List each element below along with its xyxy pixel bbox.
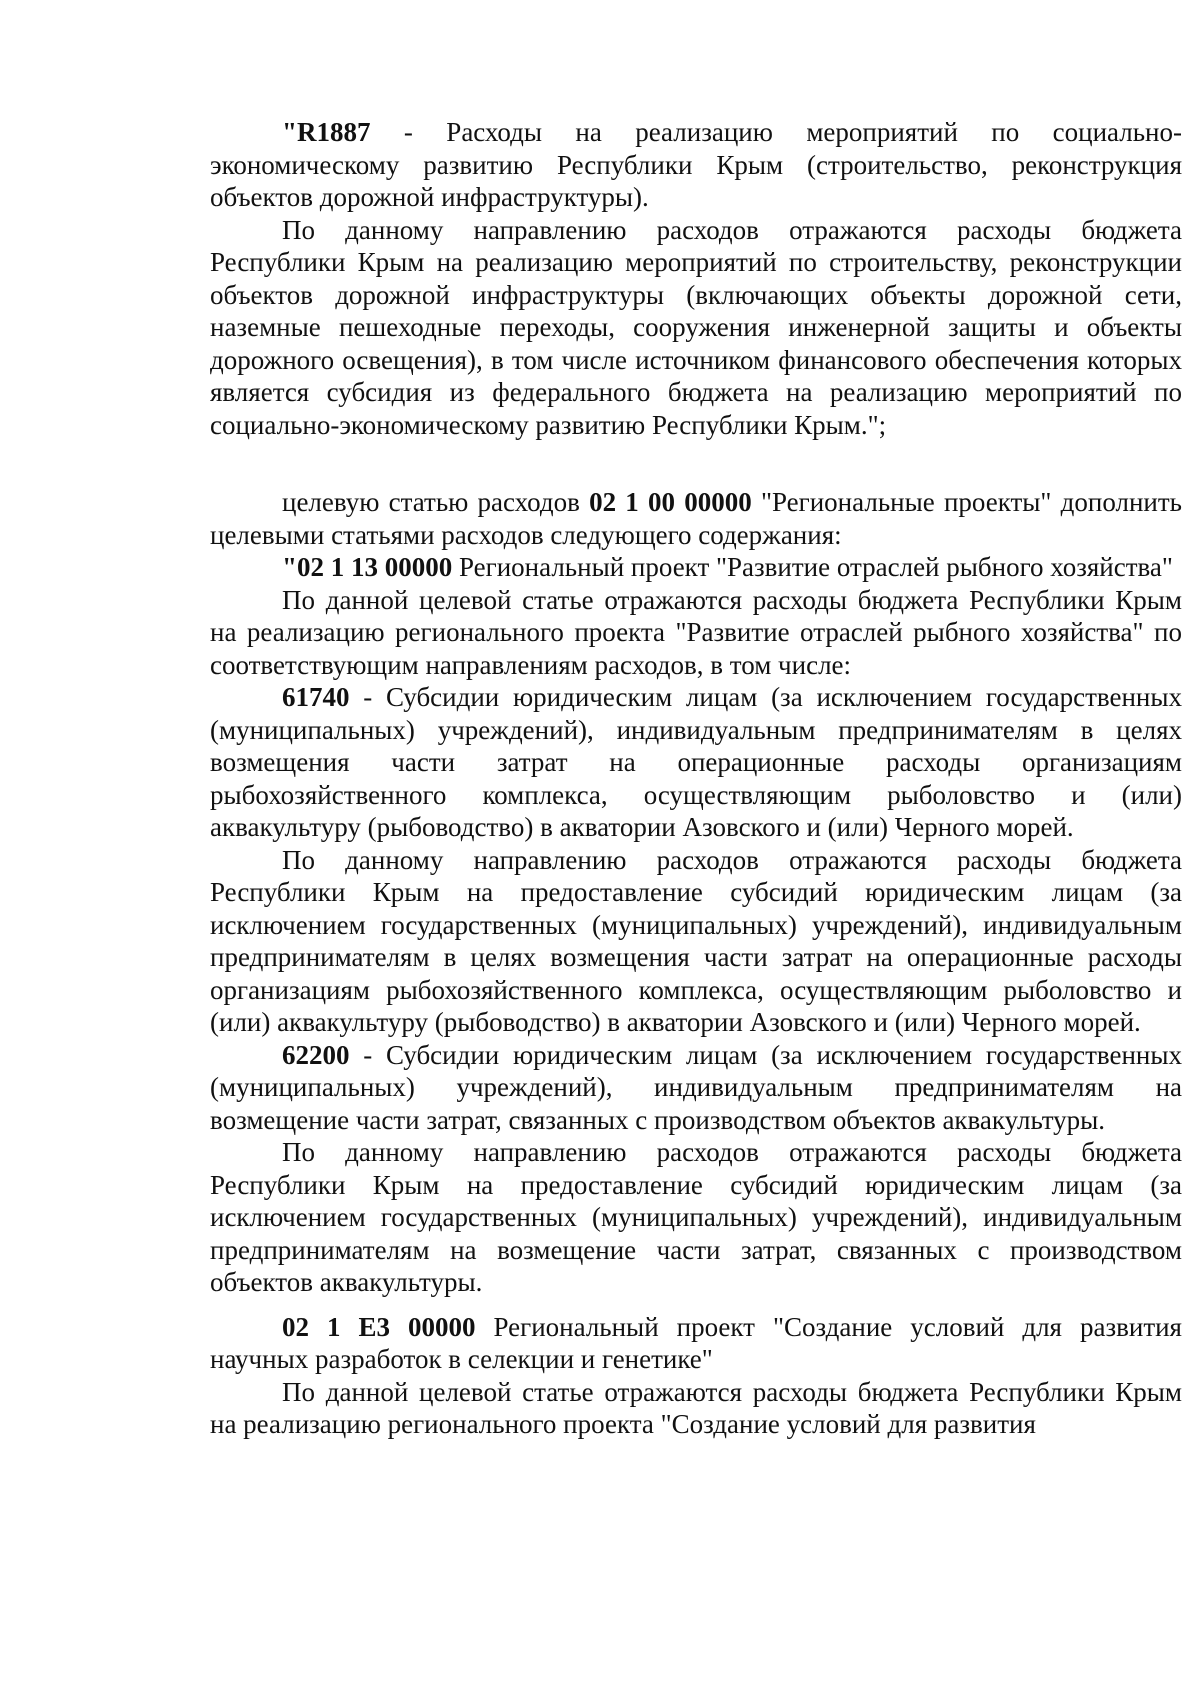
- paragraph-project-e3: [210, 1311, 1182, 1376]
- paragraph-62200: [210, 1039, 1182, 1137]
- paragraph-text: По данной целевой статье отражаются расходы бюджета Республики Крым на реализацию регионального проекта "Создание условий для развития: [210, 1376, 1182, 1439]
- paragraph-target-article-intro: [210, 486, 1182, 551]
- expense-code: "02 1 13 00000: [282, 552, 453, 582]
- expense-code: "R1887: [282, 117, 371, 147]
- paragraph-text: По данному направлению расходов отражаются расходы бюджета Республики Крым на предоставление субсидий юридическим лицам (за исключением государственных (муниципальных) учреждений), индивидуальным предпринимателям в целях возмещения части затрат на операционные расходы организациям рыбохозяйственного комплекса, осуществляющим рыболовство и (или) аквакультуру (рыбоводство) в акватории Азовского и (или) Черного морей.: [210, 844, 1182, 1037]
- paragraph-text: Региональный проект "Создание условий для развития научных разработок в селекции и генетике": [210, 1311, 1182, 1374]
- paragraph-61740: [210, 681, 1182, 844]
- paragraph-text: По данному направлению расходов отражаются расходы бюджета Республики Крым на реализацию мероприятий по строительству, реконструкции объектов дорожной инфраструктуры (включающих объекты дорожной сети, наземные пешеходные переходы, сооружения инженерной защиты и объекты дорожного освещения), в том числе источником финансового обеспечения которых является субсидия из федерального бюджета на реализацию мероприятий по социально-экономическому развитию Республики Крым.";: [210, 214, 1182, 440]
- expense-code: 02 1 00 00000: [589, 487, 752, 517]
- paragraph-62200-description: [210, 1136, 1182, 1299]
- expense-code: 61740: [282, 682, 350, 712]
- paragraph-project-fisheries-description: [210, 584, 1182, 682]
- paragraph-61740-description: [210, 844, 1182, 1039]
- paragraph-text: По данной целевой статье отражаются расходы бюджета Республики Крым на реализацию регионального проекта "Развитие отраслей рыбного хозяйства" по соответствующим направлениям расходов, в том числе:: [210, 584, 1182, 680]
- paragraph-text: - Субсидии юридическим лицам (за исключением государственных (муниципальных) учреждений), индивидуальным предпринимателям в целях возмещения части затрат на операционные расходы организациям рыбохозяйственного комплекса, осуществляющим рыболовство и (или) аквакультуру (рыбоводство) в акватории Азовского и (или) Черного морей.: [210, 682, 1182, 842]
- paragraph-text: "Региональные проекты" дополнить целевыми статьями расходов следующего содержания:: [210, 487, 1182, 550]
- document-page: [210, 116, 1182, 1441]
- expense-code: 62200: [282, 1039, 350, 1070]
- expense-code: 02 1 E3 00000: [282, 1311, 476, 1342]
- paragraph-text: По данному направлению расходов отражаются расходы бюджета Республики Крым на предоставление субсидий юридическим лицам (за исключением государственных (муниципальных) учреждений), индивидуальным предпринимателям на возмещение части затрат, связанных с производством объектов аквакультуры.: [210, 1137, 1182, 1297]
- paragraph-text: - Субсидии юридическим лицам (за исключением государственных (муниципальных) учреждений), индивидуальным предпринимателям на возмещение части затрат, связанных с производством объектов аквакультуры.: [210, 1039, 1182, 1135]
- paragraph-r1887: [210, 116, 1182, 214]
- paragraph-text: целевую статью расходов: [282, 487, 590, 517]
- paragraph-project-e3-description: [210, 1376, 1182, 1441]
- paragraph-r1887-description: [210, 214, 1182, 442]
- paragraph-text: - Расходы на реализацию мероприятий по социально-экономическому развитию Республики Крым (строительство, реконструкция объектов дорожной инфраструктуры).: [210, 117, 1182, 212]
- paragraph-text: Региональный проект "Развитие отраслей рыбного хозяйства": [452, 552, 1173, 582]
- paragraph-project-fisheries: [210, 551, 1182, 584]
